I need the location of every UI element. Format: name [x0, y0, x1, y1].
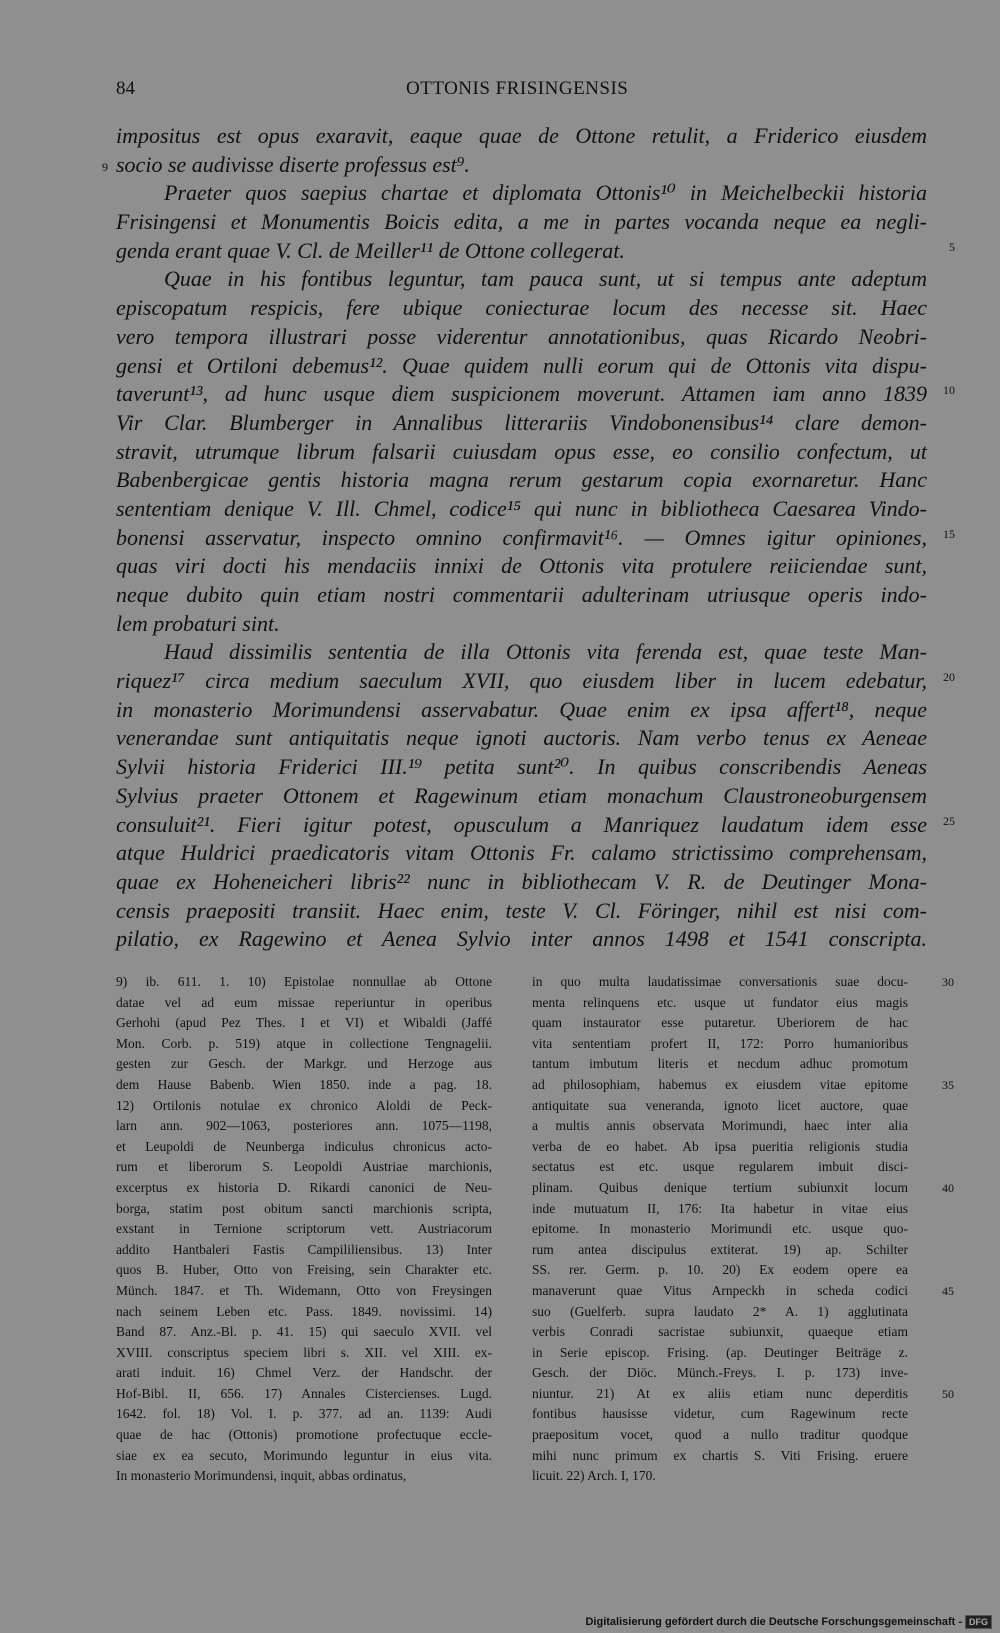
footnote-line — [532, 993, 908, 1014]
text-line-content: taverunt¹³, ad hunc usque diem suspicionem moverunt. Attamen iam anno 1839 — [116, 381, 927, 407]
text-line — [116, 294, 927, 323]
footnote-line — [532, 1466, 908, 1487]
text-line-content: Babenbergicae gentis historia magna rerum gestarum copia exornaretur. Hanc — [116, 467, 927, 493]
footnote-line — [532, 1054, 908, 1075]
footnote-line-content: verbis Conradi sacristae subiunxit, quaeque etiam — [532, 1324, 908, 1340]
footnote-line — [532, 1034, 908, 1055]
footnote-line — [532, 1096, 908, 1117]
footnote-line: et Leupoldi de Neunberga indiculus chronicus acto- — [116, 1138, 492, 1154]
text-line-content: quas viri docti his mendaciis innixi de Ottonis vita protulere reiiciendae sunt, — [116, 553, 927, 579]
text-line — [116, 696, 927, 725]
text-line — [116, 638, 927, 667]
line-number: 9 — [102, 159, 108, 174]
text-line — [116, 610, 927, 639]
footnote-line — [532, 1219, 908, 1240]
digitization-footer — [585, 1615, 992, 1629]
footnote-line-content: suo (Guelferb. supra laudato 2* A. 1) agglutinata — [532, 1303, 908, 1319]
text-line — [116, 811, 955, 840]
text-line-content: gensi et Ortiloni debemus¹². Quae quidem nulli eorum qui de Ottonis vita dispu- — [116, 352, 927, 378]
text-line — [116, 409, 927, 438]
text-line-content: lem probaturi sint. — [116, 610, 280, 636]
footnote-line — [532, 1281, 954, 1302]
text-line — [116, 753, 927, 782]
footnote-line: rum et liberorum S. Leopoldi Austriae marchionis, — [116, 1159, 492, 1175]
text-line — [116, 466, 927, 495]
text-line — [116, 352, 927, 381]
footnote-line: siae ex ea secuto, Morimundo leguntur in eius vita. — [116, 1447, 492, 1463]
footnote-line — [532, 1363, 908, 1384]
footnote-line — [532, 1343, 908, 1364]
text-line — [116, 380, 955, 409]
text-line — [116, 323, 927, 352]
text-line-content: atque Huldrici praedicatoris vitam Ottonis Fr. calamo strictissimo comprehensam, — [116, 840, 927, 866]
footnote-line: Mon. Corb. p. 519) atque in collectione Tengnagelii. — [116, 1035, 492, 1051]
footnote-line: addito Hantbaleri Fastis Campililiensibus. 13) Inter — [116, 1241, 492, 1257]
text-line — [116, 237, 955, 266]
page-number: 84 — [116, 78, 135, 99]
text-line — [116, 724, 927, 753]
text-line — [116, 495, 927, 524]
text-line — [116, 208, 927, 237]
footnote-line-content: fontibus hausisse videtur, cum Ragewinum recte — [532, 1406, 908, 1422]
footnote-line — [532, 1404, 908, 1425]
footnote-line: Hof-Bibl. II, 656. 17) Annales Cistercienses. Lugd. — [116, 1385, 492, 1401]
footnote-line — [532, 1178, 954, 1199]
footnote-line: gesten zur Gesch. der Markgr. und Herzoge aus — [116, 1056, 492, 1072]
footnote-line-content: mihi nunc primum ex chartis S. Viti Frising. eruere — [532, 1447, 908, 1463]
footnote-line: Gerhohi (apud Pez Thes. I et VI) et Wibaldi (Jaffé — [116, 1015, 492, 1031]
footnote-line-content: SS. rer. Germ. p. 10. 20) Ex eodem opere ea — [532, 1262, 908, 1278]
line-number: 15 — [943, 526, 955, 541]
line-number: 45 — [942, 1283, 954, 1298]
footnote-line-content: in Serie episcop. Frising. (ap. Deutinger Beiträge z. — [532, 1344, 908, 1360]
footnote-line — [532, 1240, 908, 1261]
text-line-content: Vir Clar. Blumberger in Annalibus litterariis Vindobonensibus¹⁴ clare demon- — [116, 409, 927, 435]
footnote-line — [532, 1302, 908, 1323]
footnote-line: dem Hause Babenb. Wien 1850. inde a pag. 18. — [116, 1076, 492, 1092]
text-line — [116, 179, 927, 208]
text-line-content: stravit, utrumque librum falsarii cuiusdam opus esse, eo consilio confectum, ut — [116, 438, 927, 464]
footnote-line-content: ad philosophiam, habemus ex eiusdem vitae epitome — [532, 1076, 908, 1092]
line-number: 5 — [949, 239, 955, 254]
text-line-content: riquez¹⁷ circa medium saeculum XVII, quo eiusdem liber in lucem edebatur, — [116, 668, 927, 694]
footnote-line — [532, 1075, 954, 1096]
text-line-content: quae ex Hoheneicheri libris²² nunc in bibliothecam V. R. de Deutinger Mona- — [116, 868, 927, 894]
footnote-line-content: licuit. 22) Arch. I, 170. — [532, 1468, 656, 1484]
footnote-line: arati induit. 16) Chmel Verz. der Handschr. der — [116, 1365, 492, 1381]
footnote-line: datae vel ad eum missae reperiuntur in operibus — [116, 994, 492, 1010]
text-line-content: pilatio, ex Ragewino et Aenea Sylvio inter annos 1498 et 1541 conscripta. — [116, 926, 927, 952]
line-number: 20 — [943, 670, 955, 685]
footnote-line: Münch. 1847. et Th. Widemann, Otto von Freysingen — [116, 1282, 492, 1298]
footnote-line — [532, 1199, 908, 1220]
footnote-line: quos B. Huber, Otto von Freising, sein Charakter etc. — [116, 1262, 492, 1278]
text-line-content: Quae in his fontibus leguntur, tam pauca sunt, ut si tempus ante adeptum — [164, 266, 927, 292]
text-line-content: vero tempora illustrari posse viderentur annotationibus, quas Ricardo Neobri- — [116, 323, 927, 349]
footnote-line — [532, 1137, 908, 1158]
footnote-line-content: quam instaurator esse putaretur. Uberiorem de hac — [532, 1015, 908, 1031]
dfg-logo: DFG — [965, 1615, 992, 1629]
text-line — [116, 524, 955, 553]
running-title: OTTONIS FRISINGENSIS — [406, 78, 629, 99]
footnote-line: 9) ib. 611. 1. 10) Epistolae nonnullae ab Ottone — [116, 974, 492, 989]
footnote-line-content: sectatus est etc. usque regularem imbuit disci- — [532, 1159, 908, 1175]
footnote-line-content: antiquitate sua veneranda, ignoto licet auctore, quae — [532, 1097, 908, 1113]
text-line — [116, 265, 927, 294]
text-line-content: Sylvius praeter Ottonem et Ragewinum etiam monachum Claustroneoburgensem — [116, 782, 927, 808]
footnote-line: XVIII. conscriptus speciem libri s. XII. vel XIII. ex- — [116, 1344, 492, 1360]
line-number: 10 — [943, 383, 955, 398]
footnote-line-content: inde mutuatum II, 176: Ita habetur in vitae eius — [532, 1200, 908, 1216]
footnote-line: quae de hac (Ottonis) promotione profectuque eccle- — [116, 1427, 492, 1443]
line-number: 35 — [942, 1077, 954, 1092]
footnote-line: exstant in Ternione scriptorum vett. Austriacorum — [116, 1221, 492, 1237]
text-line — [102, 151, 927, 180]
text-line — [116, 925, 927, 954]
footnote-line: larn ann. 902—1063, posteriores ann. 1075—1198, — [116, 1118, 492, 1134]
text-line-content: genda erant quae V. Cl. de Meiller¹¹ de Ottone collegerat. — [116, 237, 625, 263]
footnote-line-content: a multis annis observata Morimundi, haec inter alia — [532, 1118, 908, 1134]
line-number: 30 — [942, 975, 954, 989]
text-line-content: venerandae sunt antiquitatis neque ignoti auctoris. Nam verbo tenus ex Aeneae — [116, 725, 927, 751]
footnote-line-content: Gesch. der Diöc. Münch.-Freys. I. p. 173) inve- — [532, 1365, 908, 1381]
footnote-line: 1642. fol. 18) Vol. I. p. 377. ad an. 1139: Audi — [116, 1406, 492, 1422]
page-header — [116, 78, 946, 108]
footnote-line: nach seinem Leben etc. Pass. 1849. novissimi. 14) — [116, 1303, 492, 1319]
text-line-content: Haud dissimilis sententia de illa Ottonis vita ferenda est, quae teste Man- — [164, 639, 927, 665]
footnote-line-content: vita sententiam profert II, 172: Porro humanioribus — [532, 1035, 908, 1051]
main-text-block — [102, 122, 955, 954]
text-line — [116, 667, 955, 696]
footnotes-left-column — [116, 972, 492, 1487]
footnote-line: borga, statim post obitum sancti marchionis scripta, — [116, 1200, 492, 1216]
footnote-line: 12) Ortilonis notulae ex chronico Aloldi de Peck- — [116, 1097, 492, 1113]
text-line-content: in monasterio Morimundensi asservabatur. Quae enim ex ipsa affert¹⁸, neque — [116, 696, 927, 722]
footnotes-right-column — [532, 972, 954, 1487]
footnote-line — [532, 972, 954, 993]
footnote-line: excerptus ex historia D. Rikardi canonici de Neu- — [116, 1179, 492, 1195]
text-line-content: neque dubito quin etiam nostri commentarii adulterinam utriusque operis indo- — [116, 582, 927, 607]
text-line — [116, 552, 927, 581]
footnote-line — [532, 1013, 908, 1034]
text-line-content: Sylvii historia Friderici III.¹⁹ petita sunt²⁰. In quibus conscribendis Aeneas — [116, 754, 927, 780]
footer-text: Digitalisierung gefördert durch die Deutsche Forschungsgemeinschaft - — [585, 1616, 962, 1628]
text-line-content: sententiam denique V. Ill. Chmel, codice¹⁵ qui nunc in bibliotheca Caesarea Vindo- — [116, 495, 927, 521]
footnote-line-content: manaverunt quae Vitus Arnpeckh in scheda codici — [532, 1282, 908, 1298]
text-line — [116, 438, 927, 467]
footnote-line — [532, 1446, 908, 1467]
line-number: 25 — [943, 813, 955, 828]
footnote-line — [532, 1116, 908, 1137]
text-line — [116, 122, 927, 151]
footnote-line — [532, 1260, 908, 1281]
footnote-line-content: verba de eo habet. Ab ipsa pueritia religionis studia — [532, 1138, 908, 1154]
footnote-line-content: in quo multa laudatissimae conversationis suae docu- — [532, 974, 908, 989]
footnote-line-content: rum antea discipulus extiterat. 19) ap. Schilter — [532, 1241, 908, 1257]
text-line — [116, 897, 927, 926]
footnote-line-content: menta relinquens etc. usque ut fundator eius magis — [532, 994, 908, 1010]
footnote-line-content: praepositum vocet, quod a nullo traditur quodque — [532, 1427, 908, 1443]
text-line-content: impositus est opus exaravit, eaque quae de Ottone retulit, a Friderico eiusdem — [116, 123, 927, 148]
text-line — [116, 839, 927, 868]
text-line — [116, 581, 927, 610]
text-line-content: socio se audivisse diserte professus est⁹. — [116, 151, 470, 177]
footnote-line — [532, 1322, 908, 1343]
text-line-content: censis praepositi transiit. Haec enim, teste V. Cl. Föringer, nihil est nisi com- — [116, 897, 927, 923]
footnote-line — [532, 1384, 954, 1405]
footnote-line: In monasterio Morimundensi, inquit, abbas ordinatus, — [116, 1468, 407, 1484]
footnote-line-content: tantum imbutum literis et necdum adhuc promotum — [532, 1056, 908, 1072]
footnote-line — [532, 1157, 908, 1178]
text-line-content: episcopatum respicis, fere ubique coniecturae locum des necesse sit. Haec — [116, 295, 927, 321]
text-line-content: Praeter quos saepius chartae et diplomata Ottonis¹⁰ in Meichelbeckii historia — [164, 180, 927, 206]
text-line-content: consuluit²¹. Fieri igitur potest, opusculum a Manriquez laudatum idem esse — [116, 811, 927, 837]
line-number: 50 — [942, 1386, 954, 1401]
text-line — [116, 868, 927, 897]
text-line-content: Frisingensi et Monumentis Boicis edita, a me in partes vocanda neque ea negli- — [116, 209, 927, 235]
text-line — [116, 782, 927, 811]
footnote-line-content: epitome. In monasterio Morimundi etc. usque quo- — [532, 1221, 908, 1237]
text-line-content: bonensi asservatur, inspecto omnino confirmavit¹⁶. — Omnes igitur opiniones, — [116, 524, 927, 550]
line-number: 40 — [942, 1180, 954, 1195]
footnote-line: Band 87. Anz.-Bl. p. 41. 15) qui saeculo XVII. vel — [116, 1324, 492, 1340]
footnote-line-content: plinam. Quibus denique tertium subiunxit locum — [532, 1179, 908, 1195]
footnote-line — [532, 1425, 908, 1446]
footnote-line-content: niuntur. 21) At ex aliis etiam nunc deperditis — [532, 1385, 908, 1401]
